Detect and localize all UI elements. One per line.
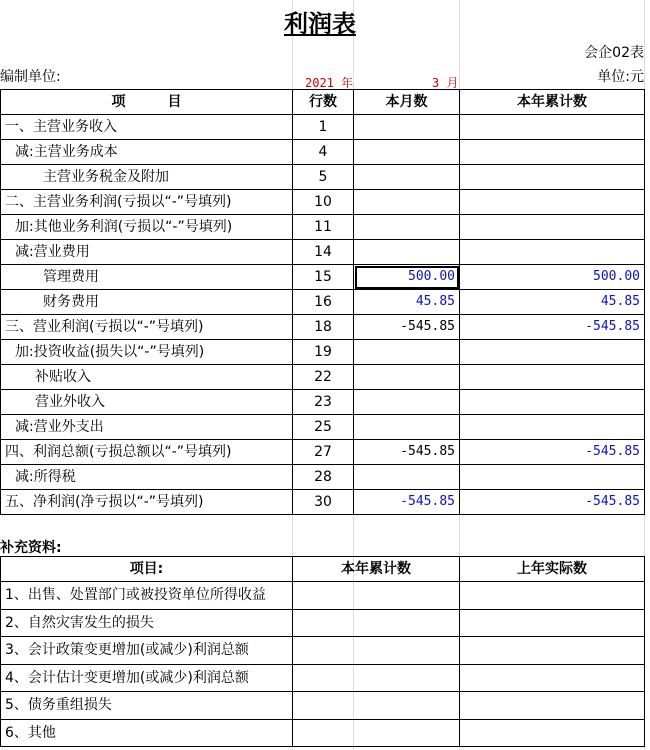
row-item-cell[interactable]: 二、主营业务利润(亏损以“-”号填列) xyxy=(1,190,293,215)
report-title: 利润表 xyxy=(284,10,356,38)
supplement-last-year-cell[interactable] xyxy=(460,582,645,610)
this-month-cell[interactable] xyxy=(354,415,460,440)
this-month-cell[interactable] xyxy=(354,465,460,490)
supplement-header-last-year: 上年实际数 xyxy=(460,557,645,582)
this-month-cell[interactable] xyxy=(354,140,460,165)
supplement-header-ytd: 本年累计数 xyxy=(293,557,460,582)
this-month-cell[interactable] xyxy=(354,190,460,215)
table-row xyxy=(1,490,645,515)
this-month-cell[interactable]: 45.85 xyxy=(354,290,460,315)
ytd-cell[interactable]: -545.85 xyxy=(460,490,645,515)
row-item-cell[interactable]: 一、主营业务收入 xyxy=(1,115,293,140)
company-label: 编制单位: xyxy=(0,69,61,85)
table-row xyxy=(1,315,645,340)
this-month-cell[interactable]: -545.85 xyxy=(354,490,460,515)
table-row xyxy=(1,165,645,190)
ytd-cell[interactable] xyxy=(460,340,645,365)
row-number-cell[interactable]: 14 xyxy=(293,240,354,265)
supplement-header-row xyxy=(1,557,645,582)
table-row xyxy=(1,265,645,290)
table-row xyxy=(1,115,645,140)
header-item: 项 目 xyxy=(1,90,293,115)
period-year[interactable]: 2021 年 xyxy=(305,76,354,90)
ytd-cell[interactable] xyxy=(460,465,645,490)
this-month-cell[interactable] xyxy=(354,390,460,415)
supplement-row xyxy=(1,719,645,747)
row-item-cell[interactable]: 加:其他业务利润(亏损以“-”号填列) xyxy=(1,215,293,240)
table-row xyxy=(1,290,645,315)
supplement-row xyxy=(1,664,645,692)
ytd-cell[interactable]: -545.85 xyxy=(460,440,645,465)
table-row xyxy=(1,190,645,215)
row-item-cell[interactable]: 财务费用 xyxy=(1,290,293,315)
supplement-row xyxy=(1,582,645,610)
ytd-cell[interactable]: 500.00 xyxy=(460,265,645,290)
row-number-cell[interactable]: 11 xyxy=(293,215,354,240)
row-number-cell[interactable]: 27 xyxy=(293,440,354,465)
supplement-item-cell[interactable]: 2、自然灾害发生的损失 xyxy=(1,609,293,637)
this-month-cell[interactable] xyxy=(354,215,460,240)
row-number-cell[interactable]: 15 xyxy=(293,265,354,290)
header-this-month: 本月数 xyxy=(354,90,460,115)
supplement-ytd-cell[interactable] xyxy=(293,637,460,665)
row-item-cell[interactable]: 减:营业外支出 xyxy=(1,415,293,440)
supplement-row xyxy=(1,692,645,720)
ytd-cell[interactable]: -545.85 xyxy=(460,315,645,340)
this-month-cell[interactable]: -545.85 xyxy=(354,315,460,340)
row-item-cell[interactable]: 减:主营业务成本 xyxy=(1,140,293,165)
supplement-ytd-cell[interactable] xyxy=(293,609,460,637)
row-number-cell[interactable]: 25 xyxy=(293,415,354,440)
ytd-cell[interactable] xyxy=(460,215,645,240)
supplement-ytd-cell[interactable] xyxy=(293,692,460,720)
row-number-cell[interactable]: 18 xyxy=(293,315,354,340)
supplement-last-year-cell[interactable] xyxy=(460,664,645,692)
supplement-ytd-cell[interactable] xyxy=(293,664,460,692)
row-number-cell[interactable]: 10 xyxy=(293,190,354,215)
row-number-cell[interactable]: 23 xyxy=(293,390,354,415)
supplement-last-year-cell[interactable] xyxy=(460,609,645,637)
header-row-no: 行数 xyxy=(293,90,354,115)
row-number-cell[interactable]: 30 xyxy=(293,490,354,515)
this-month-cell[interactable]: 500.00 xyxy=(354,265,460,290)
table-row xyxy=(1,140,645,165)
row-number-cell[interactable]: 28 xyxy=(293,465,354,490)
row-number-cell[interactable]: 19 xyxy=(293,340,354,365)
row-number-cell[interactable]: 22 xyxy=(293,365,354,390)
row-item-cell[interactable]: 管理费用 xyxy=(1,265,293,290)
form-code: 会企02表 xyxy=(584,45,644,61)
income-statement-table xyxy=(0,89,645,515)
supplement-item-cell[interactable]: 6、其他 xyxy=(1,719,293,747)
period-month[interactable]: 3 月 xyxy=(432,76,459,90)
row-number-cell[interactable]: 16 xyxy=(293,290,354,315)
table-row xyxy=(1,465,645,490)
ytd-cell[interactable]: 45.85 xyxy=(460,290,645,315)
header-ytd: 本年累计数 xyxy=(460,90,645,115)
ytd-cell[interactable] xyxy=(460,415,645,440)
table-row xyxy=(1,340,645,365)
supplement-item-cell[interactable]: 5、债务重组损失 xyxy=(1,692,293,720)
table-row xyxy=(1,390,645,415)
unit-label: 单位:元 xyxy=(597,69,644,85)
supplement-item-cell[interactable]: 3、会计政策变更增加(或减少)利润总额 xyxy=(1,637,293,665)
supplement-item-cell[interactable]: 4、会计估计变更增加(或减少)利润总额 xyxy=(1,664,293,692)
ytd-cell[interactable] xyxy=(460,390,645,415)
row-item-cell[interactable]: 加:投资收益(损失以“-”号填列) xyxy=(1,340,293,365)
ytd-cell[interactable] xyxy=(460,140,645,165)
table-header-row xyxy=(1,90,645,115)
supplement-last-year-cell[interactable] xyxy=(460,719,645,747)
supplement-ytd-cell[interactable] xyxy=(293,582,460,610)
row-number-cell[interactable]: 4 xyxy=(293,140,354,165)
row-item-cell[interactable]: 主营业务税金及附加 xyxy=(1,165,293,190)
row-item-cell[interactable]: 四、利润总额(亏损总额以“-”号填列) xyxy=(1,440,293,465)
row-item-cell[interactable]: 补贴收入 xyxy=(1,365,293,390)
table-row xyxy=(1,440,645,465)
this-month-cell[interactable] xyxy=(354,240,460,265)
row-item-cell[interactable]: 减:所得税 xyxy=(1,465,293,490)
ytd-cell[interactable] xyxy=(460,240,645,265)
ytd-cell[interactable] xyxy=(460,115,645,140)
supplement-last-year-cell[interactable] xyxy=(460,637,645,665)
this-month-cell[interactable] xyxy=(354,165,460,190)
supplement-header-item: 项目: xyxy=(1,557,293,582)
supplement-item-cell[interactable]: 1、出售、处置部门或被投资单位所得收益 xyxy=(1,582,293,610)
this-month-cell[interactable] xyxy=(354,115,460,140)
row-number-cell[interactable]: 5 xyxy=(293,165,354,190)
row-item-cell[interactable]: 营业外收入 xyxy=(1,390,293,415)
supplement-row xyxy=(1,609,645,637)
supplement-ytd-cell[interactable] xyxy=(293,719,460,747)
row-item-cell[interactable]: 减:营业费用 xyxy=(1,240,293,265)
this-month-cell[interactable] xyxy=(354,365,460,390)
ytd-cell[interactable] xyxy=(460,165,645,190)
row-item-cell[interactable]: 三、营业利润(亏损以“-”号填列) xyxy=(1,315,293,340)
row-item-cell[interactable]: 五、净利润(净亏损以“-”号填列) xyxy=(1,490,293,515)
supplement-row xyxy=(1,637,645,665)
this-month-cell[interactable] xyxy=(354,340,460,365)
ytd-cell[interactable] xyxy=(460,190,645,215)
supplement-table xyxy=(0,556,645,747)
supplement-title: 补充资料: xyxy=(0,540,62,556)
ytd-cell[interactable] xyxy=(460,365,645,390)
table-row xyxy=(1,415,645,440)
table-row xyxy=(1,215,645,240)
table-row xyxy=(1,365,645,390)
this-month-cell[interactable]: -545.85 xyxy=(354,440,460,465)
supplement-last-year-cell[interactable] xyxy=(460,692,645,720)
row-number-cell[interactable]: 1 xyxy=(293,115,354,140)
table-row xyxy=(1,240,645,265)
